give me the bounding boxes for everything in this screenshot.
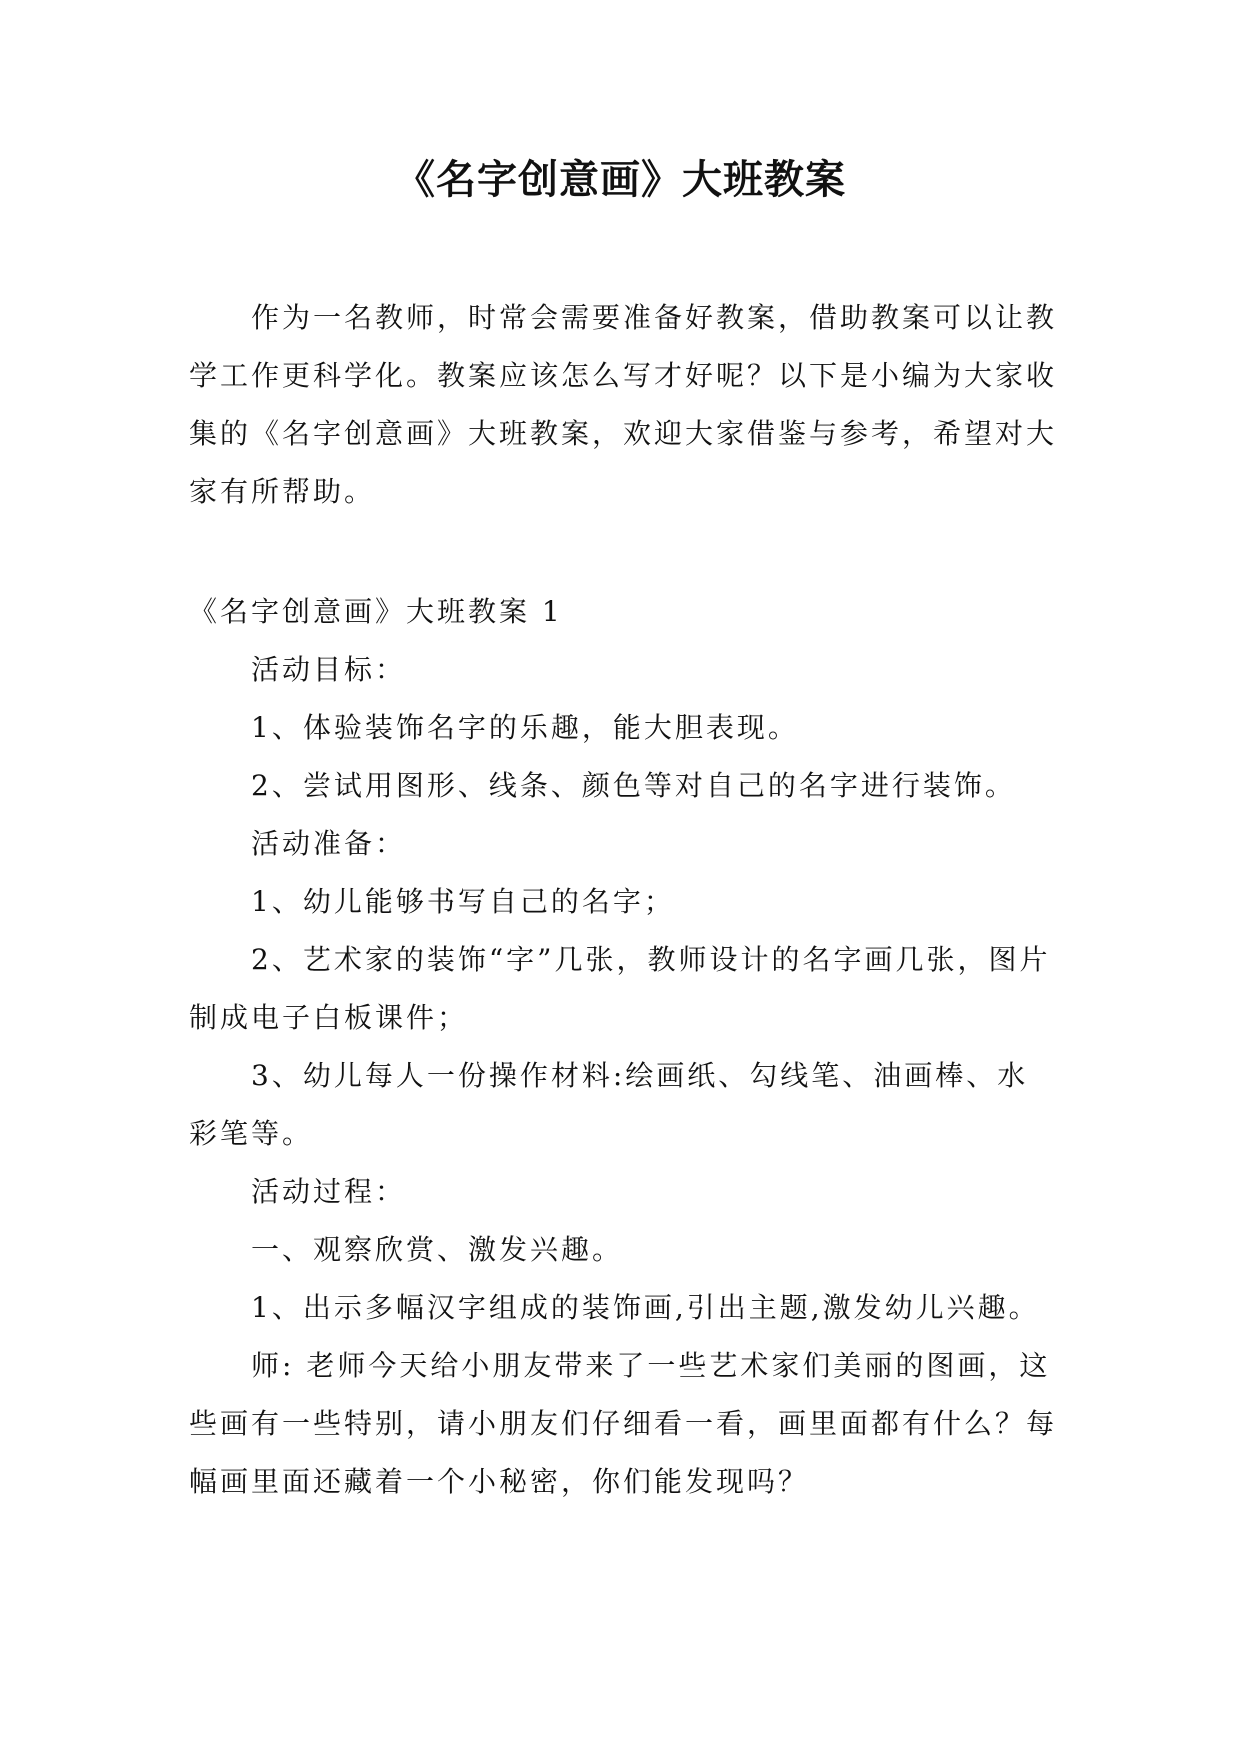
paragraph-prep-3: 3、幼儿每人一份操作材料:绘画纸、勾线笔、油画棒、水彩笔等。 [189, 1059, 1029, 1150]
paragraph-goal-2: 2、尝试用图形、线条、颜色等对自己的名字进行装饰。 [251, 769, 1016, 802]
paragraph-activity-prep: 活动准备： [251, 827, 407, 860]
paragraph-step-1-1: 1、出示多幅汉字组成的装饰画,引出主题,激发幼儿兴趣。 [251, 1291, 1040, 1324]
section-heading: 《名字创意画》大班教案 1 [189, 595, 563, 628]
paragraph-prep-1: 1、幼儿能够书写自己的名字； [251, 885, 675, 918]
paragraph-activity-goals: 活动目标： [251, 653, 407, 686]
intro-block [189, 289, 1059, 521]
document-title: 《名字创意画》大班教案 [395, 157, 846, 203]
paragraph-goal-1: 1、体验装饰名字的乐趣，能大胆表现。 [251, 711, 799, 744]
paragraph-teacher-speech: 师: 老师今天给小朋友带来了一些艺术家们美丽的图画，这些画有一些特别，请小朋友们仔细看一看，画里面都有什么？每幅画里面还藏着一个小秘密，你们能发现吗？ [189, 1349, 1058, 1498]
lesson-plan-content [189, 583, 1059, 1511]
paragraph-prep-2: 2、艺术家的装饰“字”几张，教师设计的名字画几张，图片制成电子白板课件； [189, 943, 1051, 1034]
paragraph-activity-process: 活动过程： [251, 1175, 407, 1208]
intro-paragraph: 作为一名教师，时常会需要准备好教案，借助教案可以让教学工作更科学化。教案应该怎么写才好呢？以下是小编为大家收集的《名字创意画》大班教案，欢迎大家借鉴与参考，希望对大家有所帮助。 [189, 301, 1058, 508]
paragraph-step-1: 一、观察欣赏、激发兴趣。 [251, 1233, 624, 1266]
